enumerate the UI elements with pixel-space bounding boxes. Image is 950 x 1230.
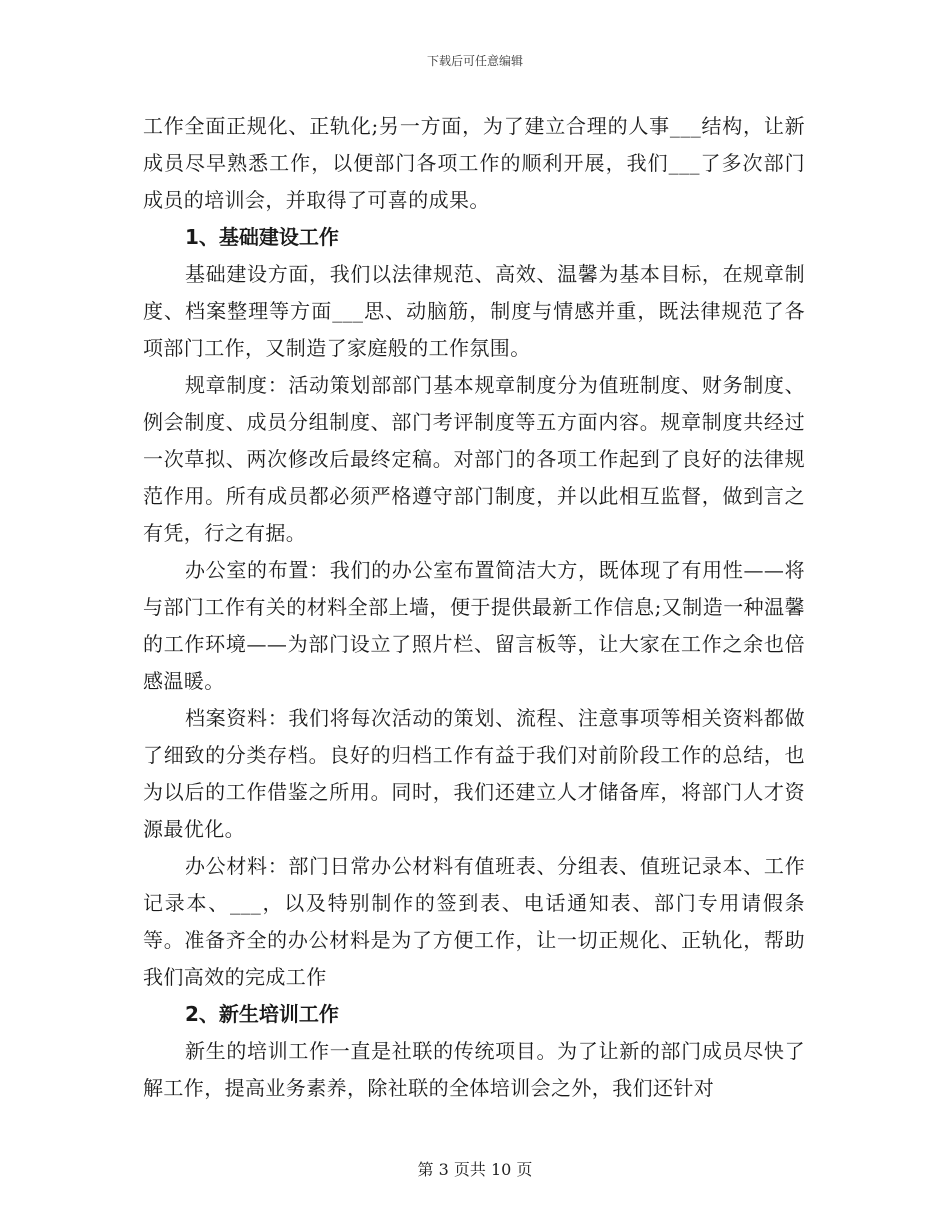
paragraph-archives: 档案资料：我们将每次活动的策划、流程、注意事项等相关资料都做了细致的分类存档。良好的归档工作有益于我们对前阶段工作的总结，也为以后的工作借鉴之所用。同时，我们还建立人才储备库，将部门人才资源最优化。 [143, 706, 805, 841]
document-body [143, 108, 805, 1107]
page-footer: 第 3 页共 10 页 [417, 1160, 533, 1179]
page-header: 下载后可任意编辑 [426, 54, 523, 68]
paragraph-infrastructure: 基础建设方面，我们以法律规范、高效、温馨为基本目标，在规章制度、档案整理等方面___思、动脑筋，制度与情感并重，既法律规范了各项部门工作，又制造了家庭般的工作氛围。 [143, 262, 805, 360]
paragraph-office-layout: 办公室的布置：我们的办公室布置简洁大方，既体现了有用性——将与部门工作有关的材料全部上墙，便于提供最新工作信息;又制造一种温馨的工作环境——为部门设立了照片栏、留言板等，让大家在工作之余也倍感温暖。 [143, 558, 805, 693]
paragraph-continuation: 工作全面正规化、正轨化;另一方面，为了建立合理的人事___结构，让新成员尽早熟悉工作，以便部门各项工作的顺利开展，我们___了多次部门成员的培训会，并取得了可喜的成果。 [143, 114, 805, 212]
paragraph-regulations: 规章制度：活动策划部部门基本规章制度分为值班制度、财务制度、例会制度、成员分组制度、部门考评制度等五方面内容。规章制度共经过一次草拟、两次修改后最终定稿。对部门的各项工作起到了良好的法律规范作用。所有成员都必须严格遵守部门制度，并以此相互监督，做到言之有凭，行之有据。 [143, 373, 805, 545]
paragraph-training: 新生的培训工作一直是社联的传统项目。为了让新的部门成员尽快了解工作，提高业务素养，除社联的全体培训会之外，我们还针对 [143, 1039, 805, 1100]
section-heading-1: 1、基础建设工作 [185, 225, 339, 249]
paragraph-office-materials: 办公材料：部门日常办公材料有值班表、分组表、值班记录本、工作记录本、___，以及特别制作的签到表、电话通知表、部门专用请假条等。准备齐全的办公材料是为了方便工作，让一切正规化、正轨化，帮助我们高效的完成工作 [143, 854, 805, 989]
section-heading-2: 2、新生培训工作 [185, 1002, 339, 1026]
